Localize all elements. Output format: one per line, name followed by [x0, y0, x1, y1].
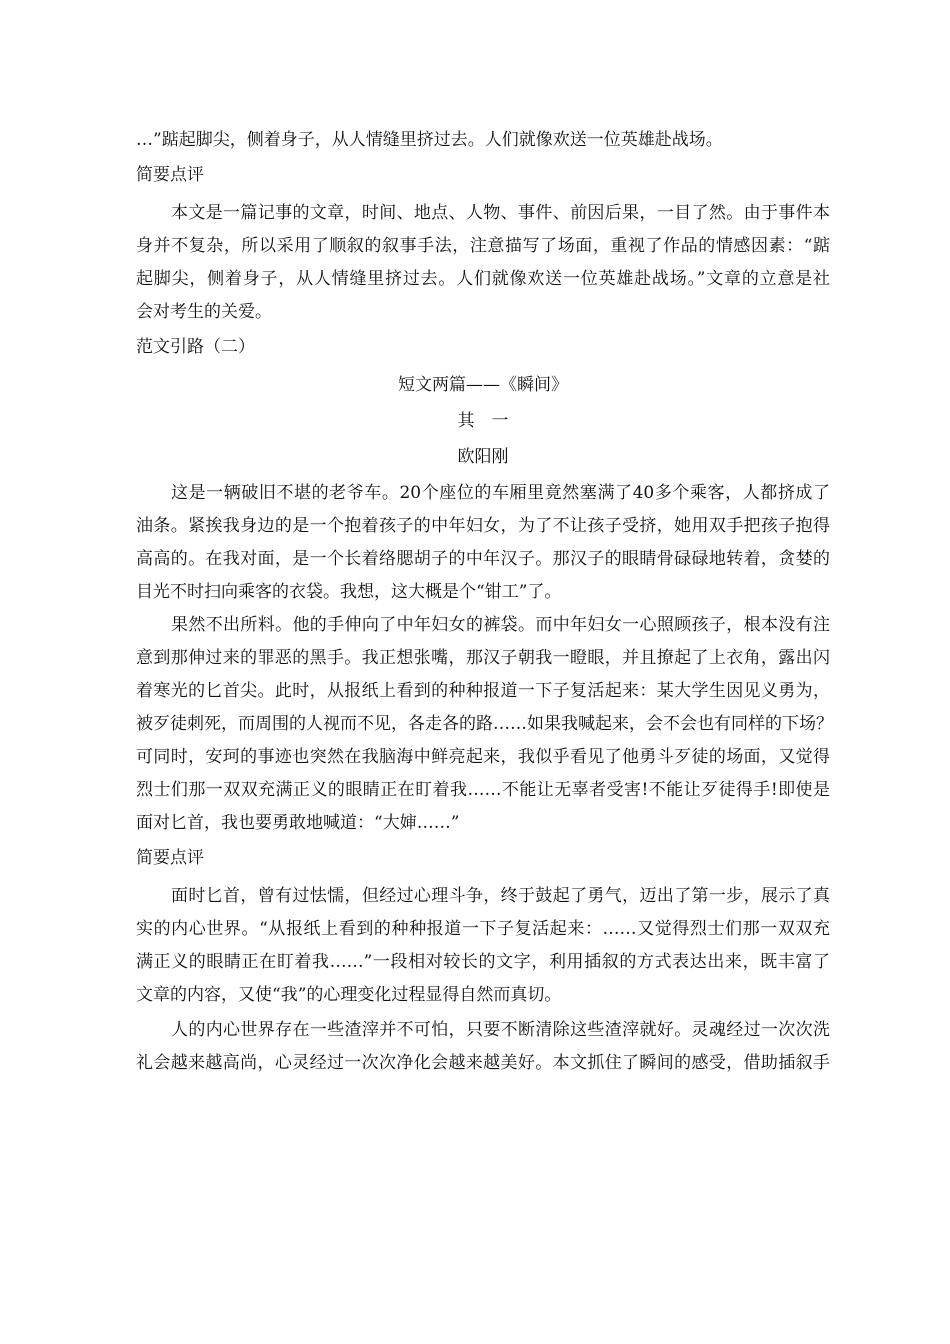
paragraph-line: 面时匕首，曾有过怯懦，但经过心理斗争，终于鼓起了勇气，迈出了第一步，展示了真: [171, 886, 830, 906]
paragraph-line: 会对考生的关爱。: [136, 302, 272, 322]
document-page: [136, 124, 833, 1080]
paragraph-line: 人的内心世界存在一些渣滓并不可怕，只要不断清除这些渣滓就好。灵魂经过一次次洗: [171, 1020, 830, 1040]
paragraph-review-2: [136, 880, 830, 1012]
paragraph-line: 面对匕首，我也要勇敢地喊道：“大婶……”: [136, 813, 460, 833]
paragraph-line: 可同时，安珂的事迹也突然在我脑海中鲜亮起来，我似乎看见了他勇斗歹徒的场面，又觉得: [136, 747, 830, 767]
paragraph-line: 油条。紧挨我身边的是一个抱着孩子的中年妇女，为了不让孩子受挤，她用双手把孩子抱得: [136, 516, 830, 536]
paragraph-line: 文章的内容，又使“我”的心理变化过程显得自然而真切。: [136, 985, 562, 1005]
paragraph-line: 着寒光的匕首尖。此时，从报纸上看到的种种报道一下子复活起来：某大学生因见义勇为，: [136, 681, 830, 701]
section-heading-review-1: 简要点评: [136, 165, 204, 185]
paragraph-line: 这是一辆破旧不堪的老爷车。20个座位的车厢里竟然塞满了40多个乘客，人都挤成了: [171, 483, 830, 503]
article-author: 欧阳刚: [457, 447, 509, 467]
article-subtitle: 其 一: [457, 411, 509, 431]
article-title: 短文两篇——《瞬间》: [398, 375, 568, 395]
paragraph-line: 本文是一篇记事的文章，时间、地点、人物、事件、前因后果，一目了然。由于事件本: [171, 203, 830, 223]
paragraph-line: 礼会越来越高尚，心灵经过一次次净化会越来越美好。本文抓住了瞬间的感受，借助插叙手: [136, 1053, 830, 1073]
paragraph-line: 满正义的眼睛正在盯着我……”一段相对较长的文字，利用插叙的方式表达出来，既丰富了: [136, 952, 830, 972]
paragraph-line: 目光不时扫向乘客的衣袋。我想，这大概是个“钳工”了。: [136, 582, 562, 602]
paragraph-line: 高高的。在我对面，是一个长着络腮胡子的中年汉子。那汉子的眼睛骨碌碌地转着，贪婪的: [136, 549, 830, 569]
section-heading-review-2: 简要点评: [136, 848, 204, 868]
paragraph-line: 起脚尖，侧着身子，从人情缝里挤过去。人们就像欢送一位英雄赴战场。”文章的立意是社: [136, 269, 830, 289]
paragraph-line: …”踮起脚尖，侧着身子，从人情缝里挤过去。人们就像欢送一位英雄赴战场。: [136, 130, 723, 150]
paragraph-line: 实的内心世界。“从报纸上看到的种种报道一下子复活起来：……又觉得烈士们那一双双充: [136, 919, 830, 939]
paragraph-story-2: [136, 609, 833, 840]
paragraph-line: 身并不复杂，所以采用了顺叙的叙事手法，注意描写了场面，重视了作品的情感因素：“踮: [136, 236, 830, 256]
paragraph-line: 意到那伸过来的罪恶的黑手。我正想张嘴，那汉子朝我一瞪眼，并且撩起了上衣角，露出闪: [136, 648, 830, 668]
paragraph-line: 果然不出所料。他的手伸向了中年妇女的裤袋。而中年妇女一心照顾孩子，根本没有注: [171, 615, 830, 635]
paragraph-story-1: [136, 477, 830, 609]
paragraph-review-1: [136, 197, 830, 329]
paragraph-line: 被歹徒刺死，而周围的人视而不见，各走各的路……如果我喊起来，会不会也有同样的下场？: [136, 714, 833, 734]
section-heading-example-2: 范文引路（二）: [136, 337, 255, 357]
paragraph-review-3: [136, 1014, 830, 1080]
paragraph-line: 烈士们那一双双充满正义的眼睛正在盯着我……不能让无辜者受害!不能让歹徒得手!即使是: [136, 780, 830, 800]
